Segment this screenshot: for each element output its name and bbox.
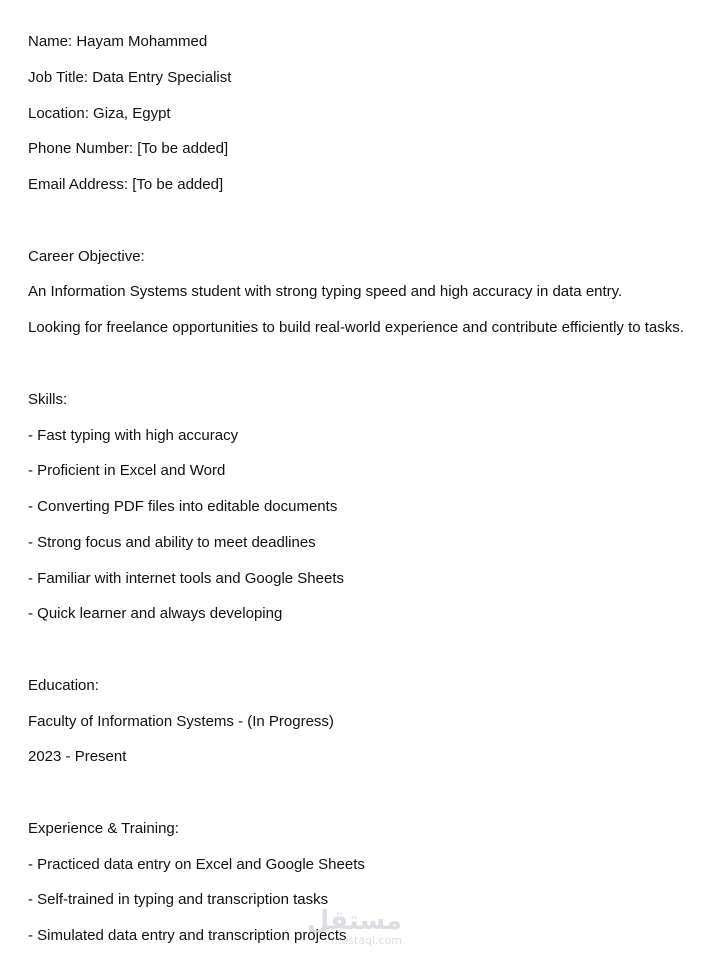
skill-item: - Converting PDF files into editable documents [28,498,338,515]
job-title-line: Job Title: Data Entry Specialist [28,69,232,86]
phone-line: Phone Number: [To be added] [28,140,229,157]
experience-item: - Self-trained in typing and transcription tasks [28,891,329,908]
education-line: 2023 - Present [28,748,127,765]
career-objective-line: Looking for freelance opportunities to build real-world experience and contribute efficiently to tasks. [28,319,684,336]
watermark-arabic-text: مستقل [306,906,402,936]
career-objective-line: An Information Systems student with strong typing speed and high accuracy in data entry. [28,283,623,300]
skill-item: - Strong focus and ability to meet deadlines [28,534,316,551]
experience-heading: Experience & Training: [28,820,179,837]
education-line: Faculty of Information Systems - (In Progress) [28,713,334,730]
experience-item: - Practiced data entry on Excel and Google Sheets [28,856,365,873]
watermark-latin-text: mostaql.com [330,934,402,947]
name-line: Name: Hayam Mohammed [28,33,208,50]
career-objective-heading: Career Objective: [28,248,145,265]
experience-item: - Simulated data entry and transcription projects [28,927,347,944]
location-line: Location: Giza, Egypt [28,105,171,122]
skills-heading: Skills: [28,391,68,408]
education-heading: Education: [28,677,99,694]
email-line: Email Address: [To be added] [28,176,224,193]
skill-item: - Fast typing with high accuracy [28,427,239,444]
skill-item: - Quick learner and always developing [28,605,283,622]
skill-item: - Familiar with internet tools and Google Sheets [28,570,344,587]
skill-item: - Proficient in Excel and Word [28,462,226,479]
